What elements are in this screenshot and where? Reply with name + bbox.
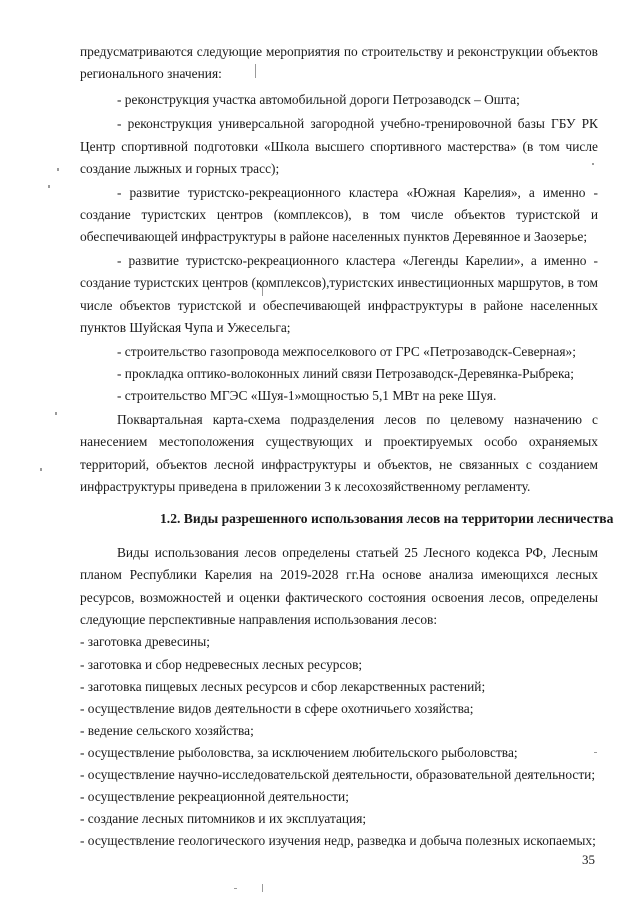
- scan-artifact: [592, 163, 594, 165]
- text-line: Поквартальная карта-схема подразделения лесов по целевому назначению с: [117, 412, 598, 427]
- list-item: - осуществление рыболовства, за исключением любительского рыболовства;: [80, 745, 518, 760]
- text-line: территорий, объектов лесной инфраструктуры и объектов, не связанных с созданием: [80, 457, 598, 472]
- text-line: пунктов Шуйская Чупа и Ужесельга;: [80, 320, 291, 335]
- scan-artifact: [594, 752, 597, 753]
- list-item: - осуществление рекреационной деятельности;: [80, 789, 349, 804]
- list-item: - заготовка и сбор недревесных лесных ресурсов;: [80, 657, 363, 672]
- text-line: ресурсов, возможностей и оценки фактического состояния освоения лесов, определены: [80, 590, 598, 605]
- section-heading: 1.2. Виды разрешенного использования лесов на территории лесничества: [160, 511, 614, 526]
- text-line: числе объектов туристской и обеспечивающей инфраструктуры в районе населенных: [80, 298, 598, 313]
- text-line: регионального значения:: [80, 66, 222, 81]
- list-item: - прокладка оптико-волоконных линий связи Петрозаводск-Деревянка-Рыбрека;: [117, 366, 574, 381]
- text-line: создание лыжных и горных трасс);: [80, 161, 280, 176]
- scan-artifact: [48, 185, 50, 188]
- text-line: планом Республики Карелия на 2019-2028 гг.На основе анализа имеющихся лесных: [80, 567, 598, 582]
- list-item: - развитие туристско-рекреационного кластера «Легенды Карелии», а именно -: [117, 253, 598, 268]
- list-item: - ведение сельского хозяйства;: [80, 723, 254, 738]
- scan-artifact: [262, 884, 263, 892]
- page-number: 35: [582, 852, 595, 867]
- text-line: обеспечивающей инфраструктуры в районе населенных пунктов Деревянное и Заозерье;: [80, 229, 588, 244]
- list-item: - осуществление видов деятельности в сфере охотничьего хозяйства;: [80, 701, 474, 716]
- scan-artifact: [55, 412, 57, 415]
- scan-artifact: [40, 468, 42, 471]
- list-item: - реконструкция участка автомобильной дороги Петрозаводск – Ошта;: [117, 92, 520, 107]
- list-item: - строительство МГЭС «Шуя-1»мощностью 5,1 МВт на реке Шуя.: [117, 388, 497, 403]
- text-line: нанесением местоположения существующих и проектируемых особо охраняемых: [80, 434, 598, 449]
- list-item: - осуществление геологического изучения недр, разведка и добыча полезных ископаемых;: [80, 833, 596, 848]
- text-line: создание туристских центров (комплексов), в том числе объектов туристской и: [80, 207, 598, 222]
- text-line: Виды использования лесов определены статьей 25 Лесного кодекса РФ, Лесным: [117, 545, 598, 560]
- text-line: следующие перспективные направления использования лесов:: [80, 612, 438, 627]
- text-line: предусматриваются следующие мероприятия по строительству и реконструкции объектов: [80, 44, 598, 59]
- scan-artifact: [57, 168, 59, 171]
- text-line: инфраструктуры приведена в приложении 3 к лесохозяйственному регламенту.: [80, 479, 531, 494]
- list-item: - осуществление научно-исследовательской деятельности, образовательной деятельности;: [80, 767, 596, 782]
- text-line: создание туристских центров (комплексов),туристских инвестиционных маршрутов, в том: [80, 275, 598, 290]
- list-item: - заготовка пищевых лесных ресурсов и сбор лекарственных растений;: [80, 679, 486, 694]
- text-line: Центр спортивной подготовки «Школа высшего спортивного мастерства» (в том числе: [80, 139, 598, 154]
- list-item: - заготовка древесины;: [80, 634, 210, 649]
- list-item: - строительство газопровода межпоселкового от ГРС «Петрозаводск-Северная»;: [117, 344, 576, 359]
- list-item: - создание лесных питомников и их эксплуатация;: [80, 811, 367, 826]
- scan-artifact: [234, 888, 237, 889]
- list-item: - развитие туристско-рекреационного кластера «Южная Карелия», а именно -: [117, 185, 598, 200]
- scan-artifact: [255, 64, 256, 78]
- list-item: - реконструкция универсальной загородной учебно-тренировочной базы ГБУ РК: [117, 116, 598, 131]
